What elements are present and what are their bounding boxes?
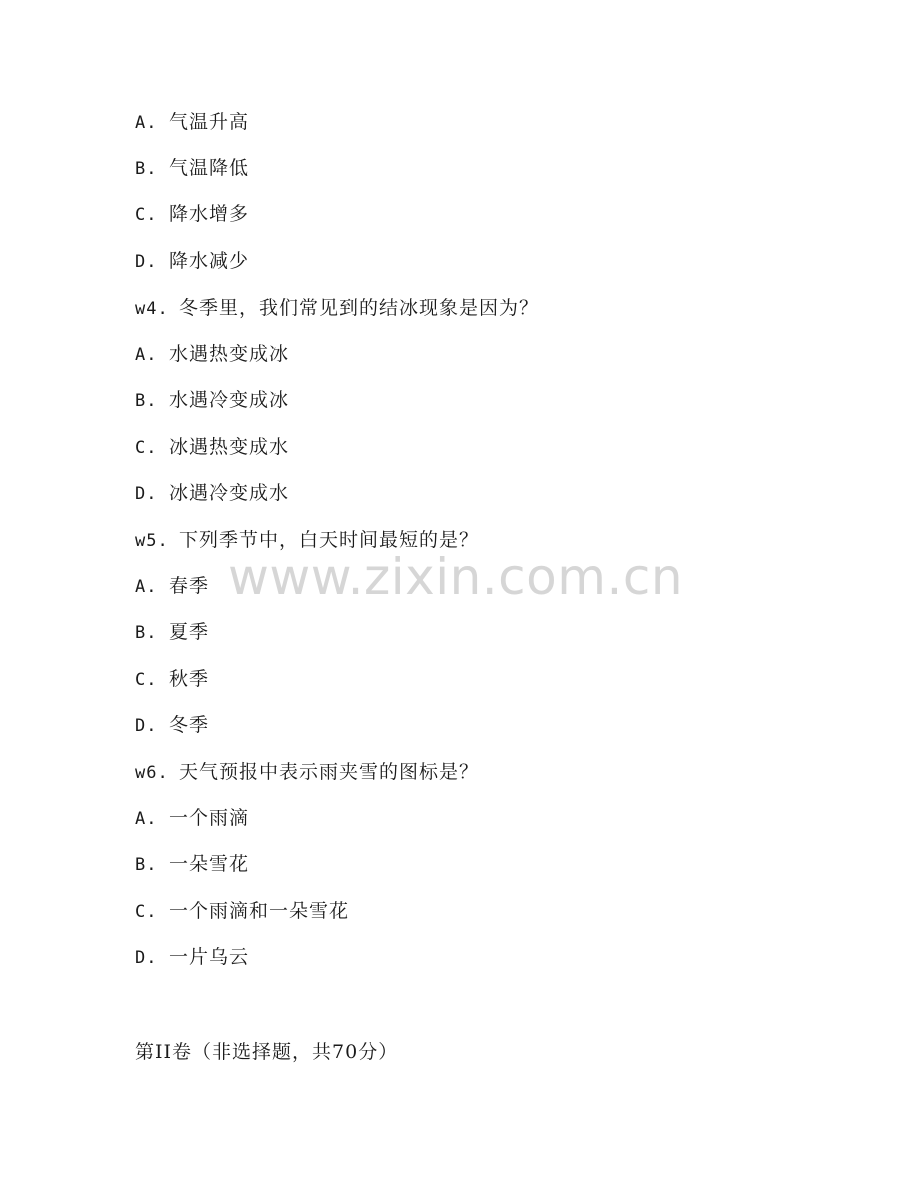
question-text: 下列季节中，白天时间最短的是？ xyxy=(179,529,480,551)
option-a xyxy=(135,574,209,598)
option-text: 一片乌云 xyxy=(169,946,250,968)
option-d xyxy=(135,481,289,505)
option-text: 冰遇冷变成水 xyxy=(169,482,290,504)
question-number: w4. xyxy=(135,299,169,319)
option-c xyxy=(135,667,209,691)
option-label: B. xyxy=(135,159,158,179)
option-text: 春季 xyxy=(169,575,210,597)
watermark: www.zixin.com.cn xyxy=(228,548,684,606)
option-text: 降水减少 xyxy=(169,250,250,272)
option-text: 冬季 xyxy=(169,714,210,736)
option-label: B. xyxy=(135,855,158,875)
option-label: A. xyxy=(135,113,158,133)
question-text: 天气预报中表示雨夹雪的图标是？ xyxy=(179,761,480,783)
option-b xyxy=(135,852,249,876)
option-b xyxy=(135,620,209,644)
option-text: 夏季 xyxy=(169,621,210,643)
option-c xyxy=(135,435,289,459)
question-6 xyxy=(135,760,479,784)
question-number: w6. xyxy=(135,763,169,783)
option-label: D. xyxy=(135,484,158,504)
option-label: C. xyxy=(135,902,158,922)
option-label: C. xyxy=(135,670,158,690)
option-text: 一朵雪花 xyxy=(169,853,250,875)
option-text: 秋季 xyxy=(169,668,210,690)
option-a xyxy=(135,806,249,830)
option-label: A. xyxy=(135,345,158,365)
option-d xyxy=(135,249,249,273)
option-text: 水遇冷变成冰 xyxy=(169,389,290,411)
option-text: 冰遇热变成水 xyxy=(169,436,290,458)
option-a xyxy=(135,110,249,134)
option-text: 气温降低 xyxy=(169,157,250,179)
option-label: B. xyxy=(135,391,158,411)
section-heading: 第II卷（非选择题，共70分） xyxy=(135,1041,399,1063)
option-text: 水遇热变成冰 xyxy=(169,343,290,365)
option-c xyxy=(135,202,249,226)
option-text: 一个雨滴 xyxy=(169,807,250,829)
option-d xyxy=(135,713,209,737)
option-label: A. xyxy=(135,809,158,829)
question-text: 冬季里，我们常见到的结冰现象是因为？ xyxy=(179,297,540,319)
option-label: A. xyxy=(135,577,158,597)
option-c xyxy=(135,899,349,923)
option-label: C. xyxy=(135,205,158,225)
option-b xyxy=(135,156,249,180)
option-a xyxy=(135,342,289,366)
option-text: 气温升高 xyxy=(169,111,250,133)
option-label: D. xyxy=(135,252,158,272)
option-text: 降水增多 xyxy=(169,203,250,225)
question-4 xyxy=(135,296,539,320)
option-label: D. xyxy=(135,716,158,736)
option-label: B. xyxy=(135,623,158,643)
option-text: 一个雨滴和一朵雪花 xyxy=(169,900,350,922)
option-label: D. xyxy=(135,948,158,968)
question-number: w5. xyxy=(135,531,169,551)
option-b xyxy=(135,388,289,412)
option-d xyxy=(135,945,249,969)
option-label: C. xyxy=(135,438,158,458)
